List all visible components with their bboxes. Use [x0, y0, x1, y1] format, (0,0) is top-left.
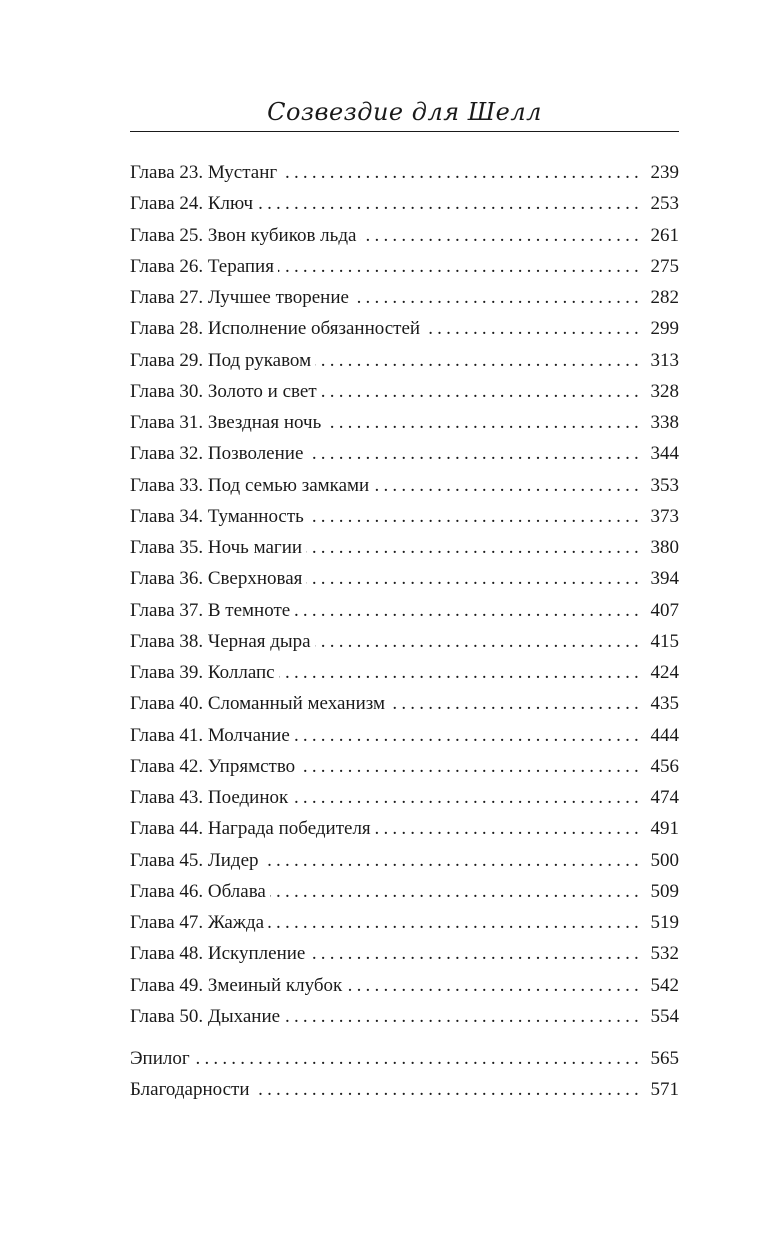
toc-entry-chapter-30	[130, 376, 679, 407]
running-header-title: Созвездие для Шелл	[267, 98, 542, 126]
toc-entry-chapter-27	[130, 282, 679, 313]
toc-entry-page: 239	[650, 162, 679, 183]
toc-entry-chapter-38	[130, 626, 679, 657]
toc-entry-page: 491	[650, 818, 679, 840]
dot-leader	[325, 407, 643, 438]
dot-leader	[194, 1043, 643, 1074]
toc-entry-chapter-29	[130, 345, 679, 376]
dot-leader	[306, 532, 643, 563]
toc-entry-title: Глава 48. Искупление	[130, 943, 306, 965]
toc-entry-title: Глава 25. Звон кубиков льда	[130, 224, 357, 246]
dot-leader	[292, 782, 643, 813]
dot-leader	[389, 688, 643, 719]
dot-leader	[284, 1001, 643, 1032]
toc-entry-page: 456	[650, 755, 679, 777]
toc-entry-page: 571	[650, 1079, 679, 1101]
dot-leader	[257, 188, 643, 219]
toc-entry-chapter-40	[130, 688, 679, 719]
toc-entry-page: 415	[650, 630, 679, 652]
toc-entry-chapter-26	[130, 251, 679, 282]
toc-entry-page: 282	[650, 287, 679, 308]
toc-entry-page: 328	[650, 380, 679, 402]
dot-leader	[346, 970, 643, 1001]
toc-entry-page: 565	[650, 1048, 679, 1069]
toc-entry-chapter-33	[130, 470, 679, 501]
toc-entry-chapter-49	[130, 970, 679, 1001]
toc-entry-page: 519	[650, 912, 679, 933]
toc-entry-title: Глава 38. Черная дыра	[130, 630, 311, 652]
toc-entry-chapter-41	[130, 720, 679, 751]
toc-entry-title: Глава 41. Молчание	[130, 724, 290, 746]
dot-leader	[294, 720, 643, 751]
toc-entry-page: 253	[650, 193, 679, 215]
toc-entry-title: Глава 46. Облава	[130, 880, 266, 902]
toc-entry-page: 353	[650, 474, 679, 496]
dot-leader	[307, 438, 643, 469]
toc-entry-title: Глава 43. Поединок	[130, 787, 289, 808]
dot-leader	[263, 845, 643, 876]
toc-entry-chapter-48	[130, 938, 679, 969]
toc-entry-page: 474	[650, 787, 679, 808]
toc-entry-title: Глава 50. Дыхание	[130, 1005, 281, 1027]
toc-entry-title: Глава 36. Сверхновая	[130, 568, 303, 590]
toc-entry-title: Глава 31. Звездная ночь	[130, 412, 322, 433]
toc-entry-title: Глава 42. Упрямство	[130, 755, 296, 777]
toc-entry-chapter-34	[130, 501, 679, 532]
toc-entry-page: 394	[650, 568, 679, 590]
toc-entry-chapter-45	[130, 845, 679, 876]
dot-leader	[306, 563, 643, 594]
dot-leader	[294, 595, 643, 626]
toc-entry-title: Глава 45. Лидер	[130, 849, 259, 871]
toc-entry-page: 444	[650, 724, 679, 746]
toc-entry-title: Глава 34. Туманность	[130, 505, 304, 527]
dot-leader	[315, 626, 643, 657]
dot-leader	[375, 813, 643, 844]
dot-leader	[353, 282, 643, 313]
toc-entry-page: 407	[650, 599, 679, 621]
dot-leader	[279, 657, 643, 688]
dot-leader	[424, 313, 643, 344]
header-divider	[130, 131, 679, 132]
toc-entry-chapter-25	[130, 220, 679, 251]
dot-leader	[268, 907, 643, 938]
toc-entry-chapter-47	[130, 907, 679, 938]
dot-leader	[254, 1074, 644, 1105]
toc-entry-chapter-35	[130, 532, 679, 563]
toc-entry-page: 380	[650, 537, 679, 558]
toc-entry-title: Глава 29. Под рукавом	[130, 349, 312, 371]
toc-entry-title: Глава 37. В темноте	[130, 599, 291, 621]
toc-entry-chapter-50	[130, 1001, 679, 1032]
dot-leader	[299, 751, 643, 782]
toc-entry-title: Глава 30. Золото и свет	[130, 380, 317, 402]
toc-entry-chapter-37	[130, 595, 679, 626]
toc-entry-page: 435	[650, 693, 679, 715]
toc-entry-epilogue	[130, 1043, 679, 1074]
toc-entry-page: 344	[650, 443, 679, 465]
toc-entry-page: 554	[650, 1005, 679, 1027]
dot-leader	[360, 220, 643, 251]
dot-leader	[278, 251, 643, 282]
toc-entry-page: 500	[650, 849, 679, 871]
dot-leader	[373, 470, 643, 501]
dot-leader	[281, 157, 643, 188]
toc-entry-title: Глава 44. Награда победителя	[130, 818, 371, 840]
dot-leader	[309, 938, 643, 969]
toc-entry-title: Глава 32. Позволение	[130, 443, 304, 465]
toc-entry-title: Глава 49. Змеиный клубок	[130, 974, 343, 996]
toc-entry-page: 542	[650, 974, 679, 996]
toc-entry-chapter-24	[130, 188, 679, 219]
toc-entry-chapter-44	[130, 813, 679, 844]
toc-entry-title: Глава 28. Исполнение обязанностей	[130, 318, 421, 340]
dot-leader	[315, 345, 643, 376]
toc-entry-page: 299	[650, 318, 679, 340]
toc-entry-acknowledgements	[130, 1074, 679, 1105]
dot-leader	[270, 876, 643, 907]
toc-entry-title: Благодарности	[130, 1079, 250, 1101]
toc-entry-chapter-39	[130, 657, 679, 688]
toc-entry-title: Глава 35. Ночь магии	[130, 537, 303, 558]
toc-entry-chapter-28	[130, 313, 679, 344]
toc-entry-page: 261	[650, 224, 679, 246]
dot-leader	[321, 376, 643, 407]
toc-entry-chapter-31	[130, 407, 679, 438]
toc-entry-title: Глава 23. Мустанг	[130, 162, 278, 183]
toc-entry-chapter-43	[130, 782, 679, 813]
toc-entry-chapter-32	[130, 438, 679, 469]
toc-entry-page: 373	[650, 505, 679, 527]
toc-entry-page: 532	[650, 943, 679, 965]
toc-entry-title: Глава 33. Под семью замками	[130, 474, 370, 496]
toc-entry-title: Глава 27. Лучшее творение	[130, 287, 349, 308]
toc-entry-page: 338	[650, 412, 679, 433]
toc-entry-chapter-23	[130, 157, 679, 188]
toc-section-gap	[130, 1032, 679, 1043]
toc-entry-page: 275	[650, 255, 679, 277]
toc-entry-page: 424	[650, 662, 679, 683]
toc-entry-chapter-42	[130, 751, 679, 782]
toc-entry-page: 509	[650, 880, 679, 902]
toc-entry-title: Глава 39. Коллапс	[130, 662, 275, 683]
dot-leader	[308, 501, 643, 532]
toc-entry-title: Глава 26. Терапия	[130, 255, 274, 277]
toc-entry-chapter-36	[130, 563, 679, 594]
toc-entry-title: Эпилог	[130, 1048, 190, 1069]
toc-entry-title: Глава 47. Жажда	[130, 912, 265, 933]
table-of-contents	[130, 157, 679, 1106]
toc-entry-title: Глава 24. Ключ	[130, 193, 254, 215]
toc-entry-title: Глава 40. Сломанный механизм	[130, 693, 385, 715]
toc-entry-chapter-46	[130, 876, 679, 907]
toc-entry-page: 313	[650, 349, 679, 371]
